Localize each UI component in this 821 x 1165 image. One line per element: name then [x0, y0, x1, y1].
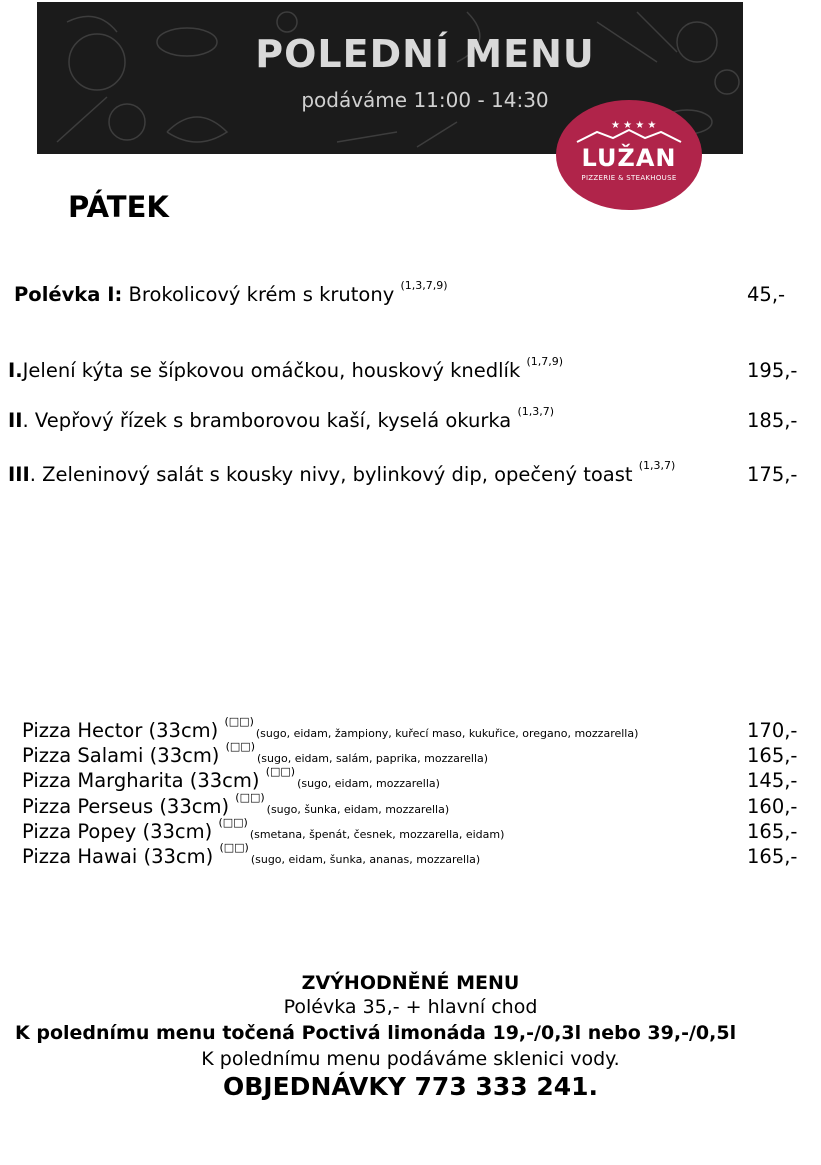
pizza-allergens: (□□): [219, 841, 249, 854]
svg-text:★ ★ ★ ★: ★ ★ ★ ★: [611, 120, 657, 131]
pizza-name: Pizza Perseus (33cm): [22, 795, 230, 818]
stars-roof-icon: [573, 116, 685, 146]
pizza-ingredients: (sugo, eidam, mozzarella): [297, 777, 440, 790]
pizza-allergens: (□□): [235, 791, 265, 804]
special-menu-line: Polévka 35,- + hlavní chod: [283, 996, 538, 1018]
main-number: III: [8, 463, 30, 486]
pizza-price: 165,-: [747, 744, 798, 767]
soup-allergens: (1,3,7,9): [400, 279, 448, 292]
water-note: K polednímu menu podáváme sklenici vody.: [201, 1048, 620, 1070]
special-menu-title: ZVÝHODNĚNÉ MENU: [301, 972, 520, 994]
orders-phone: OBJEDNÁVKY 773 333 241.: [223, 1072, 598, 1101]
pizza-price: 160,-: [747, 795, 798, 818]
soup-label: Polévka I:: [14, 283, 123, 306]
pizza-name: Pizza Salami (33cm): [22, 744, 220, 767]
pizza-name: Pizza Margharita (33cm): [22, 769, 260, 792]
main-price: 195,-: [747, 359, 798, 382]
restaurant-logo: [556, 100, 702, 210]
lemonade-offer: K polednímu menu točená Poctivá limonáda 19,-/0,3l nebo 39,-/0,5l: [15, 1022, 737, 1044]
pizza-ingredients: (sugo, šunka, eidam, mozzarella): [266, 803, 450, 816]
pizza-name: Pizza Popey (33cm): [22, 820, 213, 843]
main-number: I.: [8, 359, 23, 382]
main-name: . Zeleninový salát s kousky nivy, bylinkový dip, opečený toast: [29, 463, 633, 486]
day-heading: PÁTEK: [68, 190, 169, 224]
pizza-ingredients: (sugo, eidam, šunka, ananas, mozzarella): [250, 853, 481, 866]
pizza-price: 170,-: [747, 719, 798, 742]
main-allergens: (1,3,7): [517, 405, 555, 418]
pizza-price: 165,-: [747, 845, 798, 868]
pizza-allergens: (□□): [224, 715, 254, 728]
logo-subtitle: PIZZERIE & STEAKHOUSE: [581, 174, 677, 182]
main-name: . Vepřový řízek s bramborovou kaší, kyselá okurka: [22, 409, 512, 432]
main-price: 185,-: [747, 409, 798, 432]
pizza-price: 145,-: [747, 769, 798, 792]
pizza-allergens: (□□): [265, 765, 296, 778]
soup-price: 45,-: [747, 283, 786, 306]
pizza-ingredients: (sugo, eidam, salám, paprika, mozzarella): [257, 752, 489, 765]
main-name: Jelení kýta se šípkovou omáčkou, houskový knedlík: [22, 359, 521, 382]
pizza-ingredients: (smetana, špenát, česnek, mozzarella, eidam): [249, 828, 505, 841]
soup-name: Brokolicový krém s krutony: [128, 283, 395, 306]
logo-name: LUŽAN: [581, 144, 677, 172]
main-number: II: [8, 409, 23, 432]
pizza-allergens: (□□): [218, 816, 248, 829]
pizza-name: Pizza Hawai (33cm): [22, 845, 214, 868]
pizza-ingredients: (sugo, eidam, žampiony, kuřecí maso, kukuřice, oregano, mozzarella): [255, 727, 639, 740]
main-price: 175,-: [747, 463, 798, 486]
pizza-name: Pizza Hector (33cm): [22, 719, 219, 742]
menu-title: POLEDNÍ MENU: [255, 32, 595, 76]
main-allergens: (1,3,7): [638, 459, 676, 472]
pizza-price: 165,-: [747, 820, 798, 843]
serving-hours: podáváme 11:00 - 14:30: [301, 88, 549, 112]
main-allergens: (1,7,9): [526, 355, 564, 368]
pizza-allergens: (□□): [225, 740, 255, 753]
